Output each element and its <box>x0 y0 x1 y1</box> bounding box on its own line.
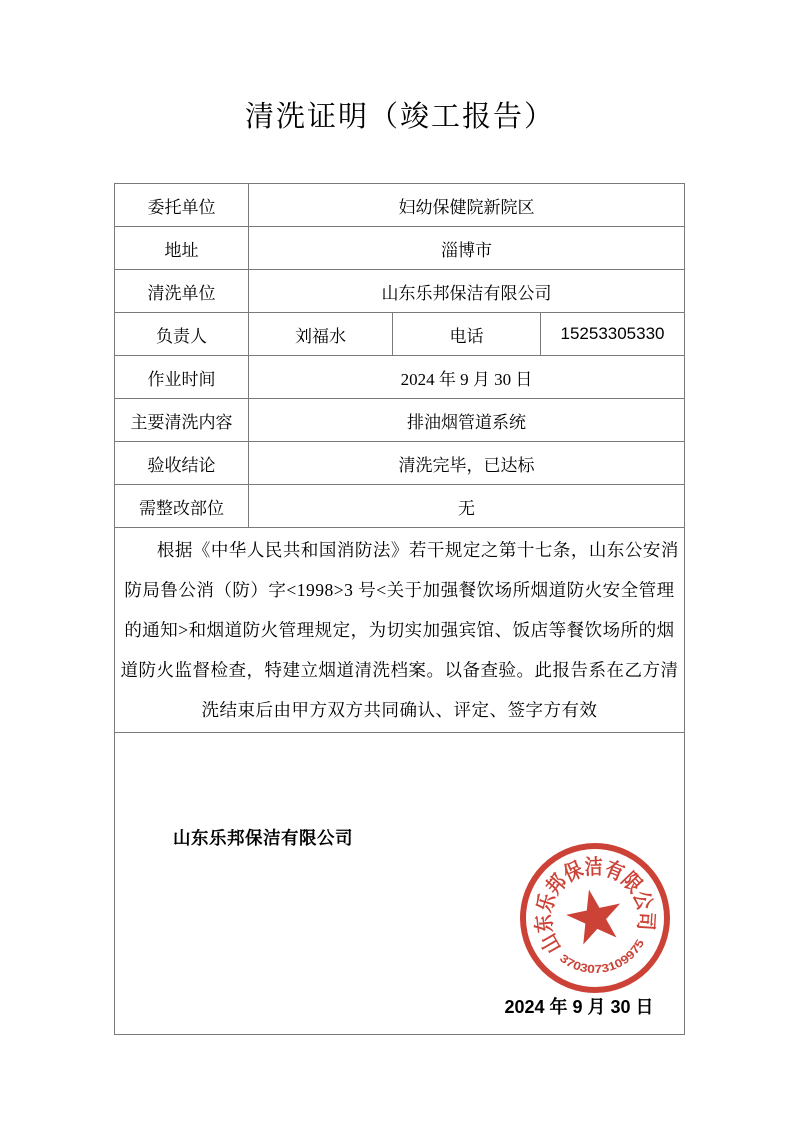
signature-company-name: 山东乐邦保洁有限公司 <box>173 828 353 848</box>
table-row <box>115 399 685 442</box>
page-title: 清洗证明（竣工报告） <box>244 101 555 133</box>
table-row <box>115 313 685 356</box>
table-row <box>115 270 685 313</box>
table-row <box>115 184 685 227</box>
certificate-table <box>114 183 685 1035</box>
signature-cell <box>115 733 685 1035</box>
field-value: 无 <box>249 485 685 528</box>
field-label: 委托单位 <box>115 184 249 227</box>
field-value: 妇幼保健院新院区 <box>249 184 685 227</box>
notes-row <box>115 528 685 733</box>
notes-cell <box>115 528 685 733</box>
field-label: 作业时间 <box>115 356 249 399</box>
company-seal-stamp <box>509 832 681 1004</box>
field-value: 排油烟管道系统 <box>249 399 685 442</box>
field-value: 2024 年 9 月 30 日 <box>249 356 685 399</box>
signature-row <box>115 733 685 1035</box>
field-value: 清洗完毕，已达标 <box>249 442 685 485</box>
legal-notes-text: 根据《中华人民共和国消防法》若干规定之第十七条，山东公安消防局鲁公消（防）字<1998>3 号<关于加强餐饮场所烟道防火安全管理的通知>和烟道防火管理规定，为切实加强宾馆、饭店等餐饮场所的烟道防火监督检查，特建立烟道清洗档案。以备查验。此报告系在乙方清洗结束后由甲方双方共同确认、评定、签字方有效 <box>120 540 679 720</box>
phone-value: 15253305330 <box>541 313 685 356</box>
field-value: 刘福水 <box>249 313 393 356</box>
field-label: 地址 <box>115 227 249 270</box>
seal-company-arc-text: 山东乐邦保洁有限公司 <box>532 855 658 958</box>
table-row <box>115 442 685 485</box>
field-label: 负责人 <box>115 313 249 356</box>
table-row <box>115 485 685 528</box>
field-value: 淄博市 <box>249 227 685 270</box>
signature-date: 2024 年 9 月 30 日 <box>504 997 654 1017</box>
seal-number-arc-text: 3703073109975 <box>557 938 647 977</box>
table-row <box>115 356 685 399</box>
field-label: 主要清洗内容 <box>115 399 249 442</box>
field-value: 山东乐邦保洁有限公司 <box>249 270 685 313</box>
seal-star <box>562 884 627 947</box>
table-row <box>115 227 685 270</box>
field-label: 清洗单位 <box>115 270 249 313</box>
field-label: 验收结论 <box>115 442 249 485</box>
field-label: 需整改部位 <box>115 485 249 528</box>
field-label: 电话 <box>393 313 541 356</box>
